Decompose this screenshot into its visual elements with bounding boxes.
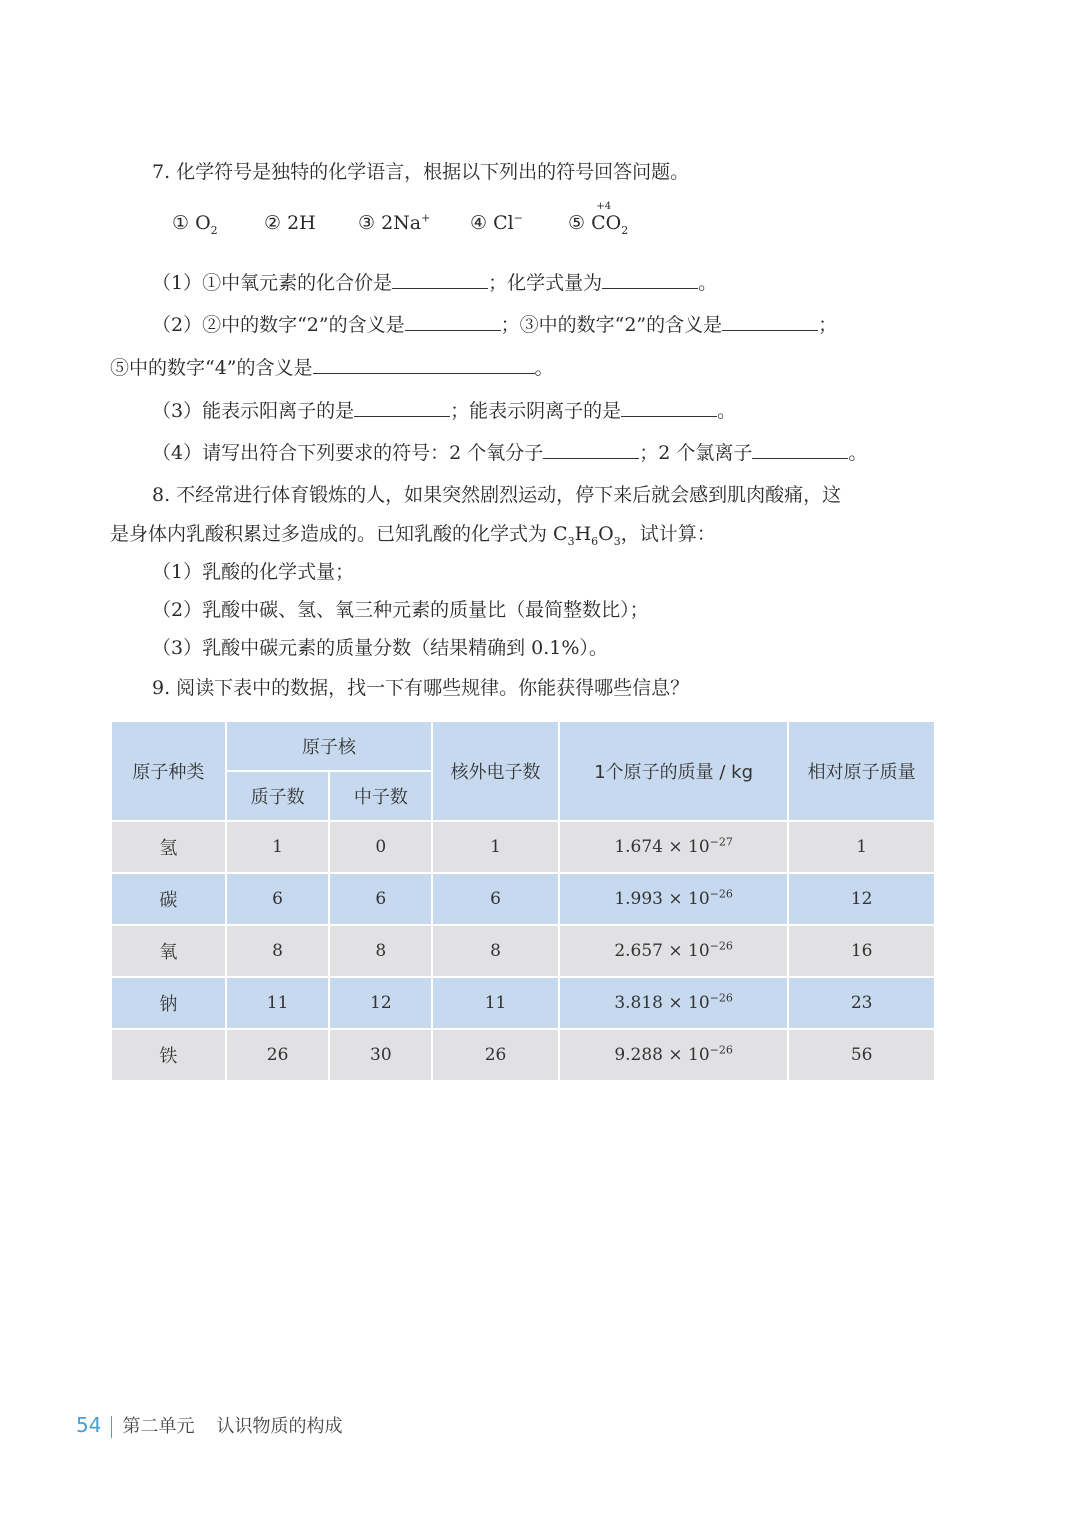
mass-exponent: −26: [709, 1043, 733, 1057]
mass-base: 1.674 × 10: [614, 837, 710, 857]
cell-mass: [559, 1029, 788, 1081]
answer-blank[interactable]: [313, 353, 535, 374]
symbol-subscript: 2: [210, 223, 218, 237]
answer-blank[interactable]: [722, 310, 818, 331]
q7-part4: [152, 438, 867, 467]
symbol-number: ⑤: [568, 212, 586, 234]
cell-mass: [559, 821, 788, 873]
mass-exponent: −26: [709, 887, 733, 901]
cell-protons: 1: [226, 821, 330, 873]
cell-relative-mass: 16: [788, 925, 935, 977]
cell-neutrons: 12: [329, 977, 432, 1029]
text: （2）②中的数字“2”的含义是: [152, 314, 405, 336]
header-nucleus: 原子核: [226, 721, 433, 771]
subscript: 3: [567, 534, 575, 548]
cell-name: 碳: [111, 873, 226, 925]
cell-relative-mass: 23: [788, 977, 935, 1029]
text: H: [574, 523, 592, 545]
unit-label: 第二单元: [122, 1416, 195, 1437]
text: 。: [717, 400, 737, 422]
answer-blank[interactable]: [543, 438, 639, 459]
symbol-2na: [358, 212, 430, 234]
symbol-superscript: −: [513, 211, 523, 225]
cell-electrons: 8: [432, 925, 559, 977]
text: 。: [698, 272, 718, 294]
q7-part1: [152, 268, 717, 297]
cell-mass: [559, 977, 788, 1029]
page-footer: [76, 1412, 342, 1438]
text: 是身体内乳酸积累过多造成的。已知乳酸的化学式为 C: [110, 523, 568, 545]
symbol-number: ③: [358, 212, 376, 234]
text: ；2 个氯离子: [639, 442, 753, 464]
header-protons: 质子数: [226, 771, 330, 821]
answer-blank[interactable]: [392, 268, 488, 289]
cell-protons: 11: [226, 977, 330, 1029]
cell-electrons: 6: [432, 873, 559, 925]
symbol-text: Cl: [493, 212, 514, 234]
subscript: 3: [613, 534, 621, 548]
page-number: 54: [76, 1413, 102, 1437]
symbol-cl: [470, 212, 523, 234]
cell-neutrons: 0: [329, 821, 432, 873]
q8-sub3: （3）乳酸中碳元素的质量分数（结果精确到 0.1%）。: [152, 637, 608, 659]
text: （1）①中氧元素的化合价是: [152, 272, 393, 294]
footer-divider: [111, 1416, 112, 1438]
mass-exponent: −26: [709, 991, 733, 1005]
q8-line2: [110, 520, 716, 548]
table-row: [111, 1029, 935, 1081]
table-row: [111, 821, 935, 873]
answer-blank[interactable]: [354, 396, 450, 417]
header-relative-mass: 相对原子质量: [788, 721, 935, 821]
header-atom-mass: 1个原子的质量 / kg: [559, 721, 788, 821]
text: （4）请写出符合下列要求的符号：2 个氧分子: [152, 442, 544, 464]
cell-relative-mass: 12: [788, 873, 935, 925]
atom-data-table: [110, 720, 936, 1082]
symbol-text: 2H: [287, 212, 316, 234]
symbol-2h: [264, 212, 316, 234]
text: ；化学式量为: [488, 272, 603, 294]
answer-blank[interactable]: [405, 310, 501, 331]
q7-part2: [152, 310, 837, 339]
cell-protons: 8: [226, 925, 330, 977]
mass-base: 2.657 × 10: [614, 941, 710, 961]
answer-blank[interactable]: [602, 268, 698, 289]
subscript: 6: [591, 534, 599, 548]
cell-mass: [559, 873, 788, 925]
q7-part2-cont: [110, 353, 554, 382]
symbol-subscript: 2: [621, 223, 629, 237]
text: ；③中的数字“2”的含义是: [500, 314, 723, 336]
table-row: [111, 977, 935, 1029]
q7-part3: [152, 396, 736, 425]
cell-relative-mass: 56: [788, 1029, 935, 1081]
mass-base: 9.288 × 10: [614, 1045, 710, 1065]
cell-name: 氢: [111, 821, 226, 873]
text: 。: [534, 357, 554, 379]
cell-mass: [559, 925, 788, 977]
symbol-co2: [568, 201, 629, 237]
mass-exponent: −26: [709, 939, 733, 953]
cell-electrons: 26: [432, 1029, 559, 1081]
mass-base: 3.818 × 10: [614, 993, 710, 1013]
q8-sub2: （2）乳酸中碳、氢、氧三种元素的质量比（最简整数比）；: [152, 599, 649, 621]
answer-blank[interactable]: [621, 396, 717, 417]
q7-title: 7. 化学符号是独特的化学语言，根据以下列出的符号回答问题。: [152, 161, 690, 183]
symbol-number: ④: [470, 212, 488, 234]
q8-sub1: （1）乳酸的化学式量；: [152, 561, 355, 583]
cell-name: 氧: [111, 925, 226, 977]
cell-neutrons: 30: [329, 1029, 432, 1081]
cell-name: 钠: [111, 977, 226, 1029]
q9-title: 9. 阅读下表中的数据，找一下有哪些规律。你能获得哪些信息？: [152, 677, 690, 699]
symbol-number: ②: [264, 212, 282, 234]
cell-protons: 26: [226, 1029, 330, 1081]
text: ，试计算：: [620, 523, 716, 545]
symbol-superscript: +: [421, 211, 431, 225]
q8-line1: 8. 不经常进行体育锻炼的人，如果突然剧烈运动，停下来后就会感到肌肉酸痛，这: [152, 484, 842, 506]
cell-electrons: 11: [432, 977, 559, 1029]
text: ；能表示阴离子的是: [450, 400, 622, 422]
mass-base: 1.993 × 10: [614, 889, 710, 909]
symbol-number: ①: [172, 212, 190, 234]
text: O: [598, 523, 614, 545]
unit-title: 认识物质的构成: [216, 1416, 343, 1437]
header-neutrons: 中子数: [329, 771, 432, 821]
text: ⑤中的数字“4”的含义是: [110, 357, 313, 379]
cell-protons: 6: [226, 873, 330, 925]
text: （3）能表示阳离子的是: [152, 400, 355, 422]
text: ；: [818, 314, 838, 336]
symbol-o2: [172, 212, 218, 237]
cell-electrons: 1: [432, 821, 559, 873]
cell-neutrons: 8: [329, 925, 432, 977]
cell-relative-mass: 1: [788, 821, 935, 873]
answer-blank[interactable]: [752, 438, 848, 459]
cell-name: 铁: [111, 1029, 226, 1081]
symbol-text: 2Na: [381, 212, 422, 234]
symbol-text: O: [195, 212, 211, 234]
mass-exponent: −27: [709, 835, 733, 849]
valence-mark: +4: [596, 201, 612, 212]
cell-neutrons: 6: [329, 873, 432, 925]
table-row: [111, 925, 935, 977]
header-atom-kind: 原子种类: [111, 721, 226, 821]
header-electrons: 核外电子数: [432, 721, 559, 821]
symbol-text: CO: [591, 212, 622, 234]
table-row: [111, 873, 935, 925]
text: 。: [848, 442, 868, 464]
